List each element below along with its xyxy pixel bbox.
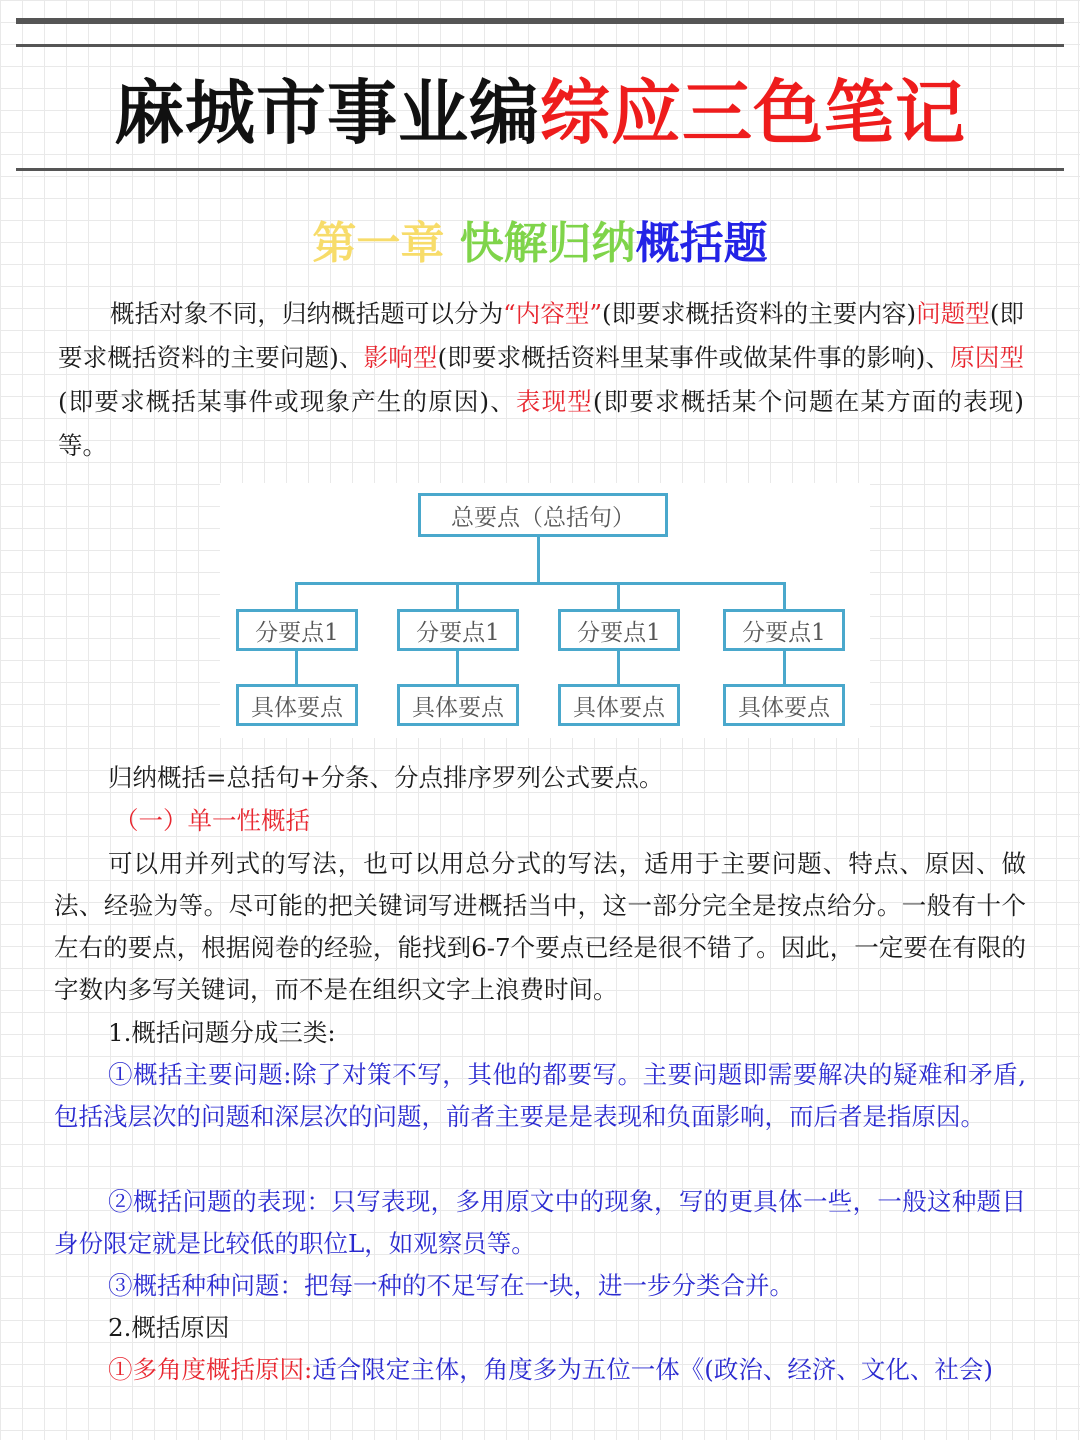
item1-title: 1.概括问题分成三类: (108, 1018, 336, 1047)
formula-block (54, 757, 1026, 799)
top-rule-thick (16, 18, 1064, 24)
item2-a-paragraph (54, 1349, 1026, 1391)
item1-a-block (54, 1054, 1026, 1138)
page-title (0, 66, 1080, 160)
item1-block (54, 1012, 1026, 1054)
item1-c-text: ③概括种种问题：把每一种的不足写在一块，进一步分类合并。 (108, 1271, 794, 1300)
formula-text: 归纳概括=总括句+分条、分点排序罗列公式要点。 (108, 763, 664, 792)
intro-type-problem: 问题型 (916, 299, 990, 328)
title-red-part: 综应三色笔记 (540, 72, 966, 154)
section1-body (54, 843, 1026, 1011)
section1-paragraph: 可以用并列式的写法，也可以用总分式的写法，适用于主要问题、特点、原因、做法、经验为等。尽可能的把关键词写进概括当中，这一部分完全是按点给分。一般有十个左右的要点，根据阅卷的经验，能找到6-7个要点已经是很不错了。因此，一定要在有限的字数内多写关键词，而不是在组织文字上浪费时间。 (54, 849, 1026, 1004)
item2-a-block (54, 1349, 1026, 1391)
diagram-detail-point: 具体要点 (236, 684, 358, 726)
intro-text: (即要求概括资料里某事件或做某件事的影响)、 (437, 343, 951, 372)
intro-text: (即要求概括资料的主要问题)、 (58, 299, 1024, 372)
item2-a-text: 适合限定主体，角度多为五位一体《(政治、经济、文化、社会) (312, 1355, 993, 1384)
connector-line (783, 582, 786, 609)
diagram-sub-point: 分要点1 (723, 609, 845, 651)
connector-line (456, 651, 459, 684)
section1-title: （一）单一性概括 (114, 806, 310, 835)
connector-line (537, 537, 540, 584)
top-rule-thin (16, 44, 1064, 47)
chapter-title-green: 快解归纳 (459, 218, 636, 269)
chapter-number: 第一章 (312, 218, 460, 269)
diagram-detail-point: 具体要点 (723, 684, 845, 726)
item2-block (54, 1307, 1026, 1349)
title-underline-rule (16, 168, 1064, 171)
diagram-sub-point: 分要点1 (236, 609, 358, 651)
item1-b-block (54, 1181, 1026, 1265)
intro-text: (即要求概括某个问题在某方面的表现)等。 (58, 387, 1024, 460)
intro-type-impact: 影响型 (363, 343, 438, 372)
item1-b-text: ②概括问题的表现：只写表现，多用原文中的现象，写的更具体一些，一般这种题目身份限定就是比较低的职位L，如观察员等。 (54, 1187, 1026, 1258)
intro-text: (即要求概括资料的主要内容) (602, 299, 917, 328)
diagram-sub-point: 分要点1 (397, 609, 519, 651)
summary-structure-diagram (220, 483, 870, 738)
chapter-heading (0, 214, 1080, 274)
diagram-main-point: 总要点（总括句） (418, 493, 668, 537)
diagram-sub-point: 分要点1 (558, 609, 680, 651)
intro-paragraph (58, 292, 1024, 468)
intro-type-manifestation: 表现型 (515, 387, 593, 416)
intro-text: (即要求概括某事件或现象产生的原因)、 (58, 387, 516, 416)
connector-line (783, 651, 786, 684)
section1-heading-block (54, 800, 1026, 842)
connector-line (295, 582, 786, 585)
connector-line (617, 651, 620, 684)
diagram-detail-point: 具体要点 (397, 684, 519, 726)
chapter-title-blue: 概括题 (635, 218, 768, 269)
intro-text: 概括对象不同，归纳概括题可以分为 (110, 299, 504, 328)
item1-c-block (54, 1265, 1026, 1307)
connector-line (617, 582, 620, 609)
intro-type-cause: 原因型 (950, 343, 1025, 372)
connector-line (295, 651, 298, 684)
title-black-part: 麻城市事业编 (114, 72, 540, 154)
item2-title: 2.概括原因 (108, 1313, 230, 1342)
connector-line (295, 582, 298, 609)
intro-type-content: “内容型” (503, 299, 602, 328)
diagram-detail-point: 具体要点 (558, 684, 680, 726)
connector-line (456, 582, 459, 609)
item2-a-label: ①多角度概括原因: (108, 1355, 313, 1384)
item1-a-text: ①概括主要问题:除了对策不写，其他的都要写。主要问题即需要解决的疑难和矛盾,包括浅层次的问题和深层次的问题，前者主要是是表现和负面影响，而后者是指原因。 (54, 1060, 1026, 1131)
